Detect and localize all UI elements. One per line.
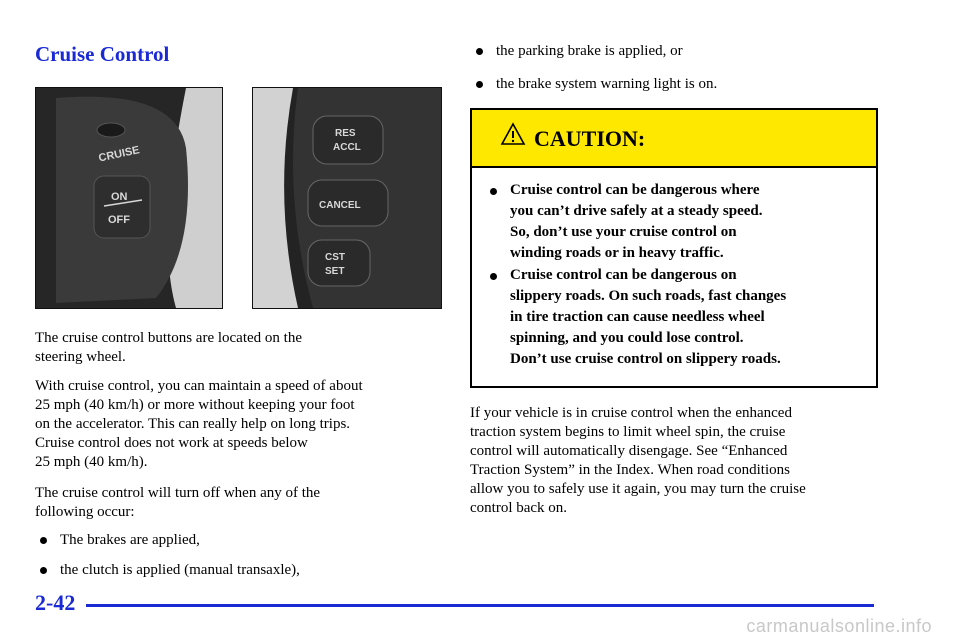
bullet-parking-brake: the parking brake is applied, or xyxy=(496,43,683,59)
text-line: The cruise control will turn off when any of the xyxy=(35,485,321,501)
text-line: If your vehicle is in cruise control when the enhanced xyxy=(470,405,792,421)
text-line: in tire traction can cause needless wheel xyxy=(510,309,765,325)
off-label: OFF xyxy=(108,214,130,226)
text-line: Cruise control does not work at speeds below xyxy=(35,435,308,451)
bullet-icon xyxy=(490,188,497,195)
cst-label: CST xyxy=(325,252,345,263)
text-line: 25 mph (40 km/h) or more without keeping your foot xyxy=(35,397,355,413)
footer-divider xyxy=(86,604,874,607)
paragraph-location xyxy=(35,329,302,367)
cruise-buttons-photo xyxy=(252,87,442,309)
set-label: SET xyxy=(325,266,345,277)
text-line: steering wheel. xyxy=(35,349,126,365)
text-line: Cruise control can be dangerous where xyxy=(510,182,760,198)
text-line: following occur: xyxy=(35,504,135,520)
page-title: Cruise Control xyxy=(35,42,170,66)
paragraph-turn-off xyxy=(35,484,320,522)
cancel-label: CANCEL xyxy=(319,200,361,211)
text-line: you can’t drive safely at a steady speed. xyxy=(510,203,763,219)
cruise-switch-photo xyxy=(35,87,223,309)
accl-label: ACCL xyxy=(333,142,361,153)
bullet-clutch: the clutch is applied (manual transaxle), xyxy=(60,562,300,578)
caution-box xyxy=(470,108,878,388)
text-line: 25 mph (40 km/h). xyxy=(35,454,148,470)
bullet-icon xyxy=(476,48,483,55)
caution-header xyxy=(472,110,876,168)
text-line: Cruise control can be dangerous on xyxy=(510,267,737,283)
text-line: winding roads or in heavy traffic. xyxy=(510,245,724,261)
caution-item-slippery-roads xyxy=(510,265,786,370)
text-line: spinning, and you could lose control. xyxy=(510,330,744,346)
text-line: So, don’t use your cruise control on xyxy=(510,224,737,240)
paragraph-maintain-speed xyxy=(35,377,363,472)
watermark: carmanualsonline.info xyxy=(746,616,932,636)
text-line: traction system begins to limit wheel spin, the cruise xyxy=(470,424,786,440)
text-line: slippery roads. On such roads, fast changes xyxy=(510,288,787,304)
bullet-icon xyxy=(476,81,483,88)
bullet-icon xyxy=(40,567,47,574)
text-line: The cruise control buttons are located on the xyxy=(35,330,302,346)
text-line: Don’t use cruise control on slippery roads. xyxy=(510,351,781,367)
bullet-icon xyxy=(40,537,47,544)
text-line: Traction System” in the Index. When road conditions xyxy=(470,462,790,478)
text-line: control will automatically disengage. See “Enhanced xyxy=(470,443,788,459)
text-line: With cruise control, you can maintain a speed of about xyxy=(35,378,363,394)
caution-item-steady-speed xyxy=(510,180,762,264)
on-label: ON xyxy=(111,191,128,203)
bullet-brakes: The brakes are applied, xyxy=(60,532,200,548)
warning-triangle-icon xyxy=(500,122,526,146)
bullet-warning-light: the brake system warning light is on. xyxy=(496,76,718,92)
cruise-label: CRUISE xyxy=(97,144,141,165)
res-label: RES xyxy=(335,128,356,139)
text-line: control back on. xyxy=(470,500,568,516)
text-line: allow you to safely use it again, you may turn the cruise xyxy=(470,481,806,497)
paragraph-traction xyxy=(470,404,806,518)
caution-title: CAUTION: xyxy=(534,126,646,151)
bullet-icon xyxy=(490,273,497,280)
page-number: 2-42 xyxy=(35,590,76,615)
text-line: on the accelerator. This can really help on long trips. xyxy=(35,416,351,432)
